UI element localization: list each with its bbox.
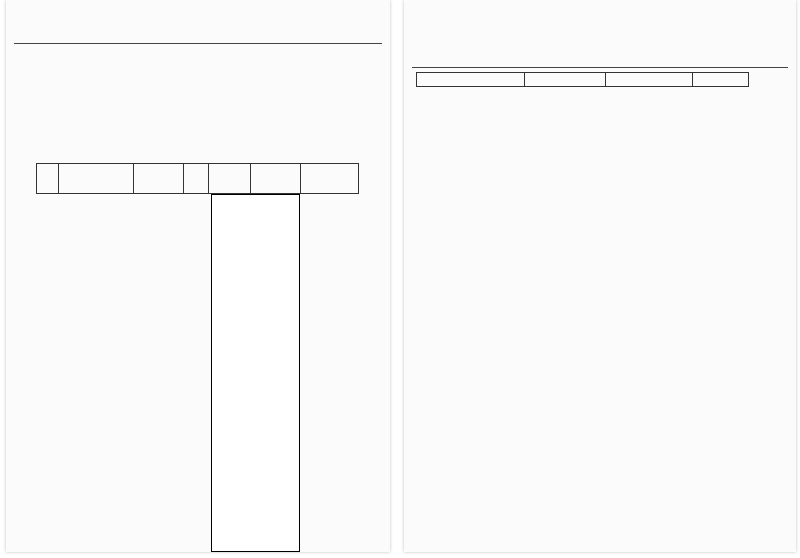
total-empty-cell: [693, 73, 749, 87]
col-header-no: [37, 164, 59, 194]
document-page-2: [6, 0, 390, 552]
col-header-model: [134, 164, 184, 194]
table-header-row: [37, 164, 359, 194]
total-amount: [606, 73, 693, 87]
product-table-left: [36, 163, 359, 194]
col-header-days: [301, 164, 359, 194]
redaction-block: [211, 194, 300, 552]
total-label: [417, 73, 525, 87]
col-header-price: [209, 164, 251, 194]
header-divider: [412, 67, 788, 68]
party-a: [52, 107, 56, 115]
col-header-total: [251, 164, 301, 194]
col-header-qty: [184, 164, 209, 194]
total-note: [525, 73, 606, 87]
party-b: [52, 118, 56, 126]
total-row: [417, 73, 749, 87]
col-header-name: [59, 164, 134, 194]
header-divider: [14, 43, 382, 44]
product-table-right: [416, 72, 749, 87]
document-page-3: [404, 0, 796, 552]
